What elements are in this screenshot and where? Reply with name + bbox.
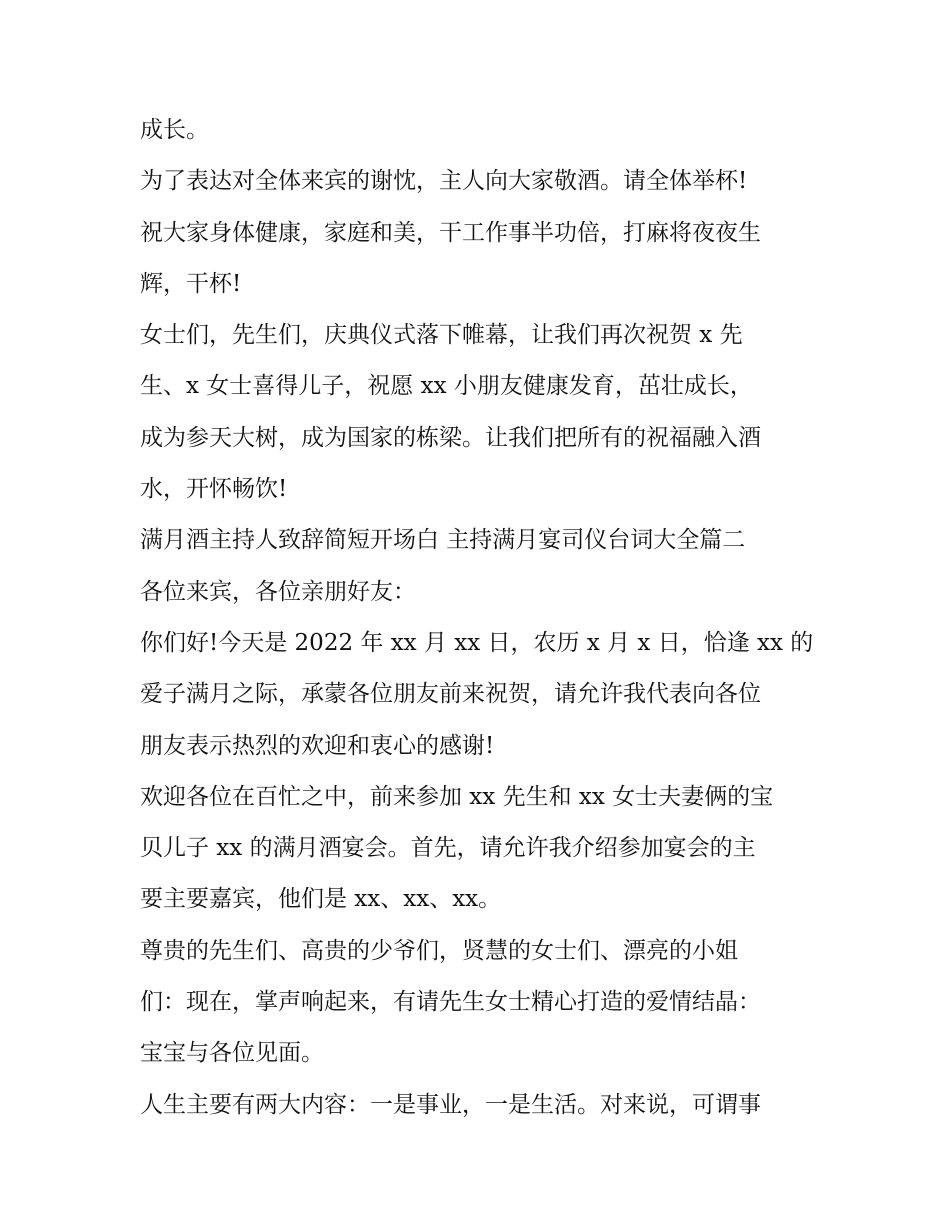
text-line: 祝大家身体健康，家庭和美，干工作事半功倍，打麻将夜夜生	[140, 219, 761, 246]
text-line: 朋友表示热烈的欢迎和衷心的感谢!	[140, 732, 495, 759]
section-heading: 满月酒主持人致辞简短开场白 主持满月宴司仪台词大全篇二	[140, 527, 746, 554]
text-line: 成为参天大树，成为国家的栋梁。让我们把所有的祝福融入酒	[140, 424, 761, 451]
text-line: 人生主要有两大内容：一是事业，一是生活。对来说，可谓事	[140, 1091, 761, 1118]
text-line: 水，开怀畅饮!	[140, 476, 288, 503]
text-line: 各位来宾，各位亲朋好友：	[140, 578, 416, 605]
text-line: 宝宝与各位见面。	[140, 1040, 324, 1067]
text-line: 要主要嘉宾，他们是 xx、xx、xx。	[140, 886, 502, 913]
text-line: 们：现在，掌声响起来，有请先生女士精心打造的爱情结晶：	[140, 989, 761, 1016]
text-line: 成长。	[140, 117, 209, 143]
text-line: 为了表达对全体来宾的谢忱，主人向大家敬酒。请全体举杯!	[140, 168, 748, 195]
text-line: 生、x 女士喜得儿子，祝愿 xx 小朋友健康发育，茁壮成长，	[140, 373, 753, 400]
text-line: 欢迎各位在百忙之中，前来参加 xx 先生和 xx 女士夫妻俩的宝	[140, 783, 774, 810]
text-line: 女士们，先生们，庆典仪式落下帷幕，让我们再次祝贺 x 先	[140, 322, 743, 349]
text-line: 你们好!今天是 2022 年 xx 月 xx 日，农历 x 月 x 日，恰逢 xx 的	[140, 629, 814, 656]
text-line: 爱子满月之际，承蒙各位朋友前来祝贺，请允许我代表向各位	[140, 681, 761, 708]
document-body	[140, 105, 820, 1131]
text-line: 辉，干杯!	[140, 270, 242, 297]
text-line: 尊贵的先生们、高贵的少爷们，贤慧的女士们、漂亮的小姐	[140, 937, 738, 964]
text-line: 贝儿子 xx 的满月酒宴会。首先，请允许我介绍参加宴会的主	[140, 835, 756, 862]
